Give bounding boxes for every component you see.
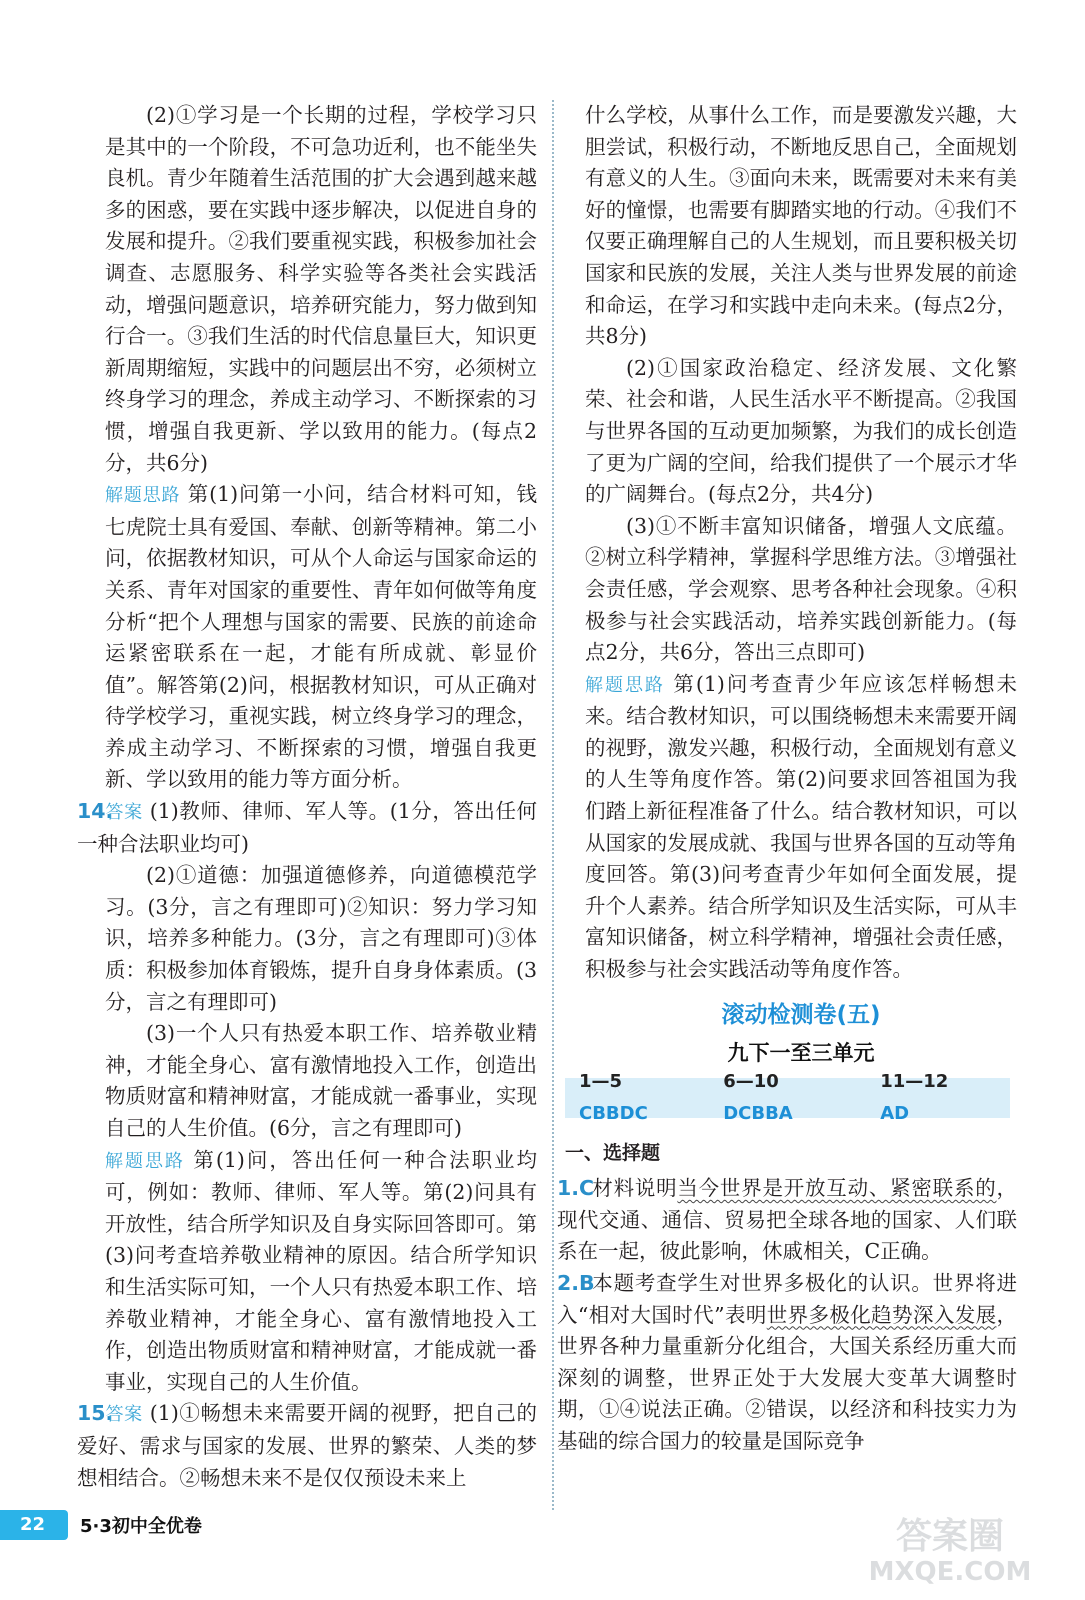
q1-key-phrase: 当今世界是开放互动、紧密联系的 bbox=[677, 1176, 997, 1201]
left-column bbox=[77, 100, 538, 1494]
answer-tag: 答案 bbox=[105, 802, 143, 824]
watermark-text-main: 答案圈 bbox=[895, 1516, 1005, 1557]
unit-title: 九下一至三单元 bbox=[727, 1040, 875, 1065]
q13-answer-part2: (2)①学习是一个长期的过程，学校学习只是其中的一个阶段，不可急功近利，也不能坐失良机。青少年随着生活范围的扩大会遇到越来越多的困惑，要在实践中逐步解决，以促进自身的发展和提升。②我们要重视实践，积极参加社会调查、志愿服务、科学实验等各类社会实践活动，增强问题意识，培养研究能力，努力做到知行合一。③我们生活的时代信息量巨大，知识更新周期缩短，实践中的问题层出不穷，必须树立终身学习的理念，养成主动学习、不断探索的习惯，增强自我更新、学以致用的能力。(每点2分，共6分) bbox=[105, 103, 537, 475]
q14-answer bbox=[77, 796, 537, 860]
answer-key-group bbox=[880, 1066, 980, 1129]
q14-analysis bbox=[105, 1145, 537, 1399]
q14-answer-part1: (1)教师、律师、军人等。(1分，答出任何一种合法职业均可) bbox=[77, 799, 538, 856]
analysis-tag: 解题思路 bbox=[585, 674, 665, 696]
q2-explanation bbox=[557, 1268, 1017, 1458]
book-title: 5·3初中全优卷 bbox=[80, 1516, 202, 1537]
q15-answer-continued: 什么学校，从事什么工作，而是要激发兴趣，大胆尝试，积极行动，不断地反思自己，全面规划有意义的人生。③面向未来，既需要对未来有美好的憧憬，也需要有脚踏实地的行动。④我们不仅要正确理解自己的人生规划，而且要积极关切国家和民族的发展，关注人类与世界发展的前途和命运，在学习和实践中走向未来。(每点2分，共8分) bbox=[585, 103, 1017, 349]
q15-number: 15. bbox=[77, 1401, 114, 1426]
page-footer bbox=[0, 1505, 320, 1545]
answer-key-bar bbox=[565, 1071, 1010, 1124]
q1-explanation bbox=[557, 1173, 1017, 1268]
q14-answer-part2: (2)①道德：加强道德修养，向道德模范学习。(3分，言之有理即可)②知识：努力学习知识，培养多种能力。(3分，言之有理即可)③体质：积极参加体育锻炼，提升自身身体素质。(3分，言之有理即可) bbox=[105, 863, 537, 1014]
page-number: 22 bbox=[0, 1510, 68, 1540]
q2-key-phrase: 世界多极化趋势深入发展 bbox=[766, 1302, 997, 1327]
q2-text-pre: 本题考查学生对世界多极化的认识。世界将进入“相对大国时代”表明 bbox=[557, 1271, 1017, 1327]
q2-text-post: ，世界各种力量重新分化组合，大国关系经历重大而深刻的调整，世界正处于大发展大变革大调整时期，①④说法正确。②错误，以经济和科技实力为基础的综合国力的较量是国际竞争 bbox=[557, 1302, 1017, 1453]
answer-letters: AD bbox=[880, 1102, 910, 1124]
analysis-tag: 解题思路 bbox=[105, 1150, 185, 1172]
q14-analysis-text: 第(1)问，答出任何一种合法职业均可，例如：教师、律师、军人等。第(2)问具有开放性，结合所学知识及自身实际回答即可。第(3)问考查培养敬业精神的原因。结合所学知识和生活实际可知，一个人只有热爱本职工作、培养敬业精神，才能全身心、富有激情地投入工作，创造出物质财富和精神财富，才能成就一番事业，实现自己的人生价值。 bbox=[105, 1147, 538, 1394]
q13-analysis-text: 第(1)问第一小问，结合材料可知，钱七虎院士具有爱国、奉献、创新等精神。第二小问，依据教材知识，可从个人命运与国家命运的关系、青年对国家的重要性、青年如何做等角度分析“把个人理想与国家的需要、民族的前途命运紧密联系在一起，才能有所成就、彰显价值”。解答第(2)问，根据教材知识，可从正确对待学校学习，重视实践，树立终身学习的理念，养成主动学习、不断探索的习惯，增强自我更新、学以致用的能力等方面分析。 bbox=[105, 482, 537, 792]
q14-answer-part3: (3)一个人只有热爱本职工作、培养敬业精神，才能全身心、富有激情地投入工作，创造出物质财富和精神财富，才能成就一番事业，实现自己的人生价值。(6分，言之有理即可) bbox=[105, 1021, 537, 1140]
answer-key-group bbox=[723, 1066, 850, 1129]
test-title: 滚动检测卷(五) bbox=[721, 1001, 881, 1028]
q13-analysis bbox=[105, 479, 537, 796]
q15-analysis bbox=[585, 669, 1017, 986]
q15-answer-part3: (3)①不断丰富知识储备，增强人文底蕴。②树立科学精神，掌握科学思维方法。③增强社会责任感，学会观察、思考各种社会现象。④积极参与社会实践活动，培养实践创新能力。(每点2分，共6分，答出三点即可) bbox=[585, 513, 1017, 665]
watermark-text-url: MXQE.COM bbox=[868, 1557, 1032, 1587]
watermark-logo bbox=[835, 1508, 1065, 1588]
section-heading: 一、选择题 bbox=[565, 1141, 661, 1164]
q15-answer bbox=[77, 1398, 537, 1494]
answer-range: 11—12 bbox=[880, 1071, 949, 1093]
answer-letters: CBBDC bbox=[579, 1102, 648, 1124]
right-column bbox=[557, 100, 1018, 1458]
answer-range: 6—10 bbox=[723, 1071, 779, 1093]
column-divider bbox=[552, 100, 554, 1510]
q1-number: 1.C bbox=[557, 1176, 595, 1201]
answer-range: 1—5 bbox=[579, 1071, 623, 1093]
answer-letters: DCBBA bbox=[723, 1102, 793, 1124]
q2-number: 2.B bbox=[557, 1271, 595, 1295]
q1-text-pre: 材料说明 bbox=[592, 1176, 678, 1201]
analysis-tag: 解题思路 bbox=[105, 485, 181, 507]
q15-answer-part1: (1)①畅想未来需要开阔的视野，把自己的爱好、需求与国家的发展、世界的繁荣、人类的梦想相结合。②畅想未来不是仅仅预设未来上 bbox=[77, 1401, 537, 1490]
answer-key-group bbox=[579, 1066, 693, 1129]
answer-tag: 答案 bbox=[105, 1404, 143, 1426]
q15-answer-part2: (2)①国家政治稳定、经济发展、文化繁荣、社会和谐，人民生活水平不断提高。②我国与世界各国的互动更加频繁，为我们的成长创造了更为广阔的空间，给我们提供了一个展示才华的广阔舞台。(每点2分，共4分) bbox=[585, 355, 1017, 507]
q14-number: 14. bbox=[77, 799, 114, 824]
q15-analysis-text: 第(1)问考查青少年应该怎样畅想未来。结合教材知识，可以围绕畅想未来需要开阔的视野，激发兴趣，积极行动，全面规划有意义的人生等角度作答。第(2)问要求回答祖国为我们踏上新征程准备了什么。结合教材知识，可以从国家的发展成就、我国与世界各国的互动等角度回答。第(3)问考查青少年如何全面发展，提升个人素养。结合所学知识及生活实际，可从丰富知识储备，树立科学精神，增强社会责任感，积极参与社会实践活动等角度作答。 bbox=[585, 671, 1018, 982]
q1-text-post: ，现代交通、通信、贸易把全球各地的国家、人们联系在一起，彼此影响，休戚相关，C正确。 bbox=[557, 1176, 1017, 1264]
